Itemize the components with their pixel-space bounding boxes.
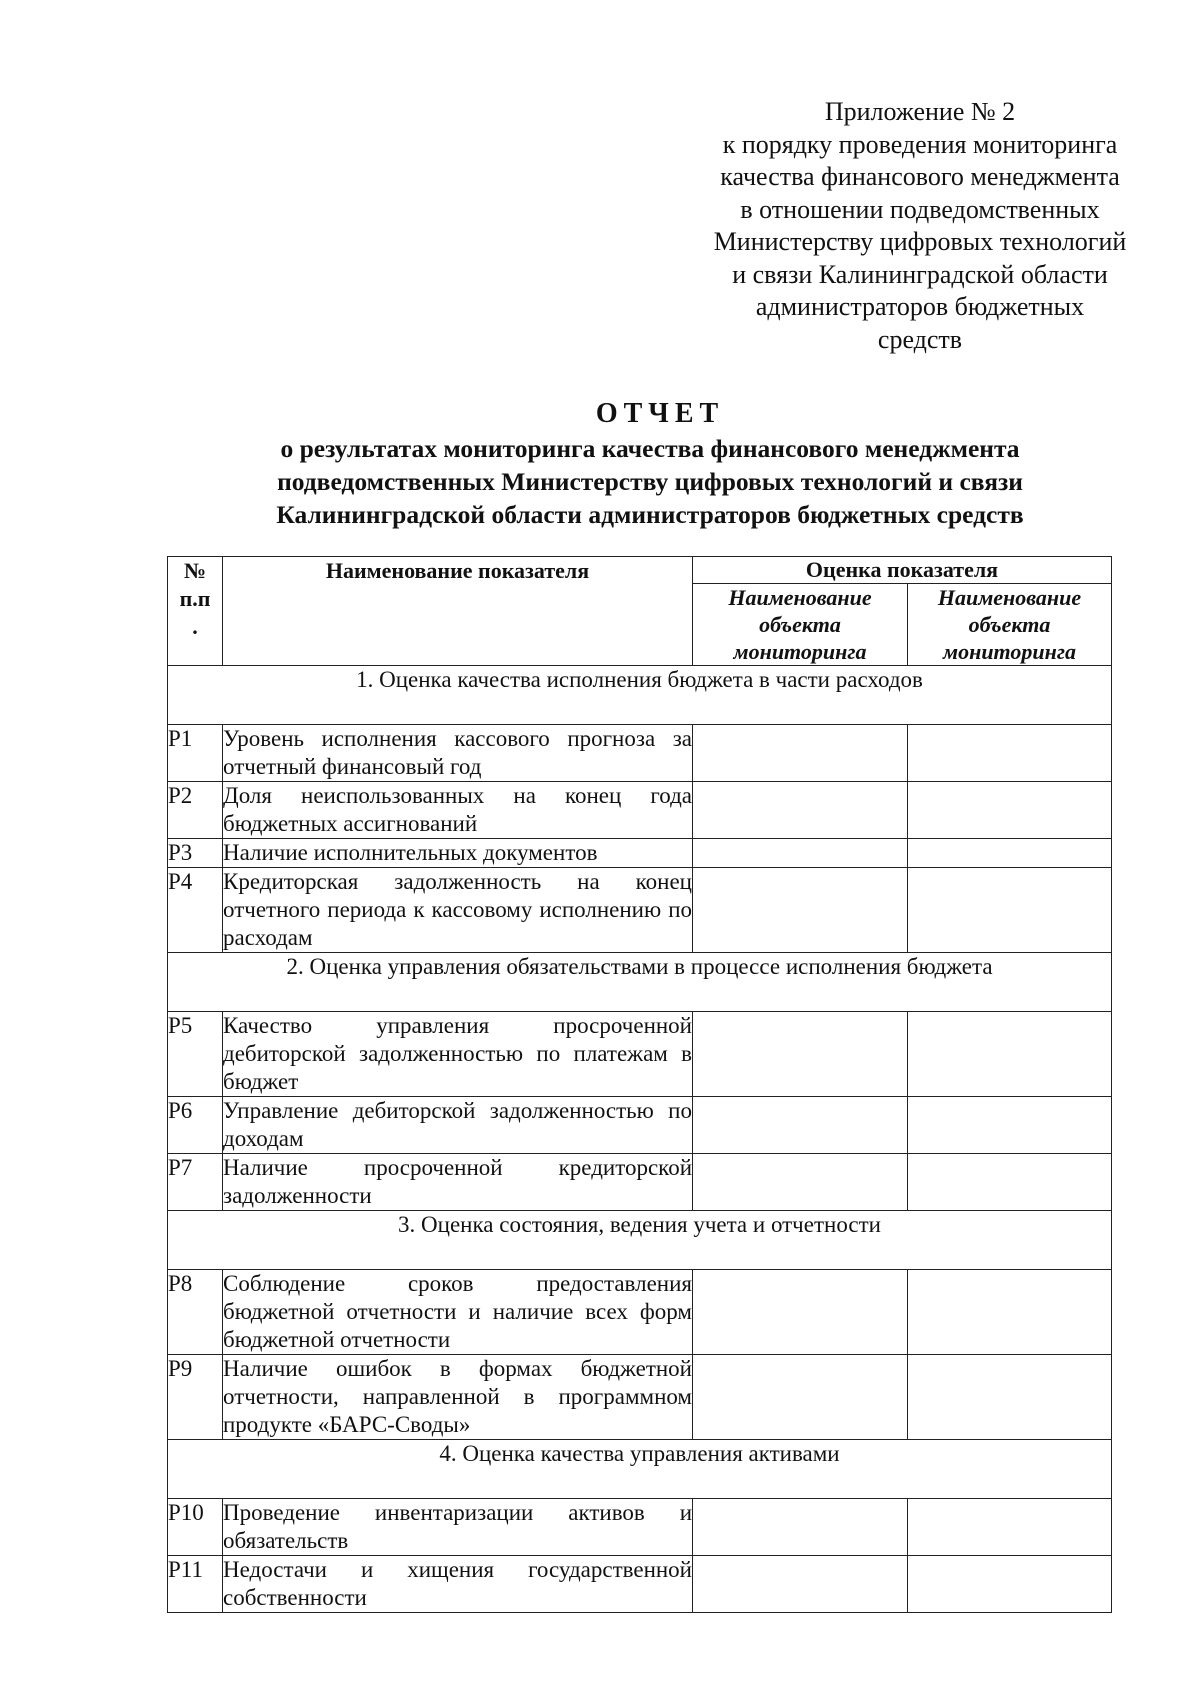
appendix-line: средств [877,324,963,354]
row-value-cell [908,1499,1112,1556]
report-subtitle-line: Калининградской области администраторов бюджетных средств [276,500,1024,529]
row-value-cell [693,782,908,839]
row-value-cell [908,1355,1112,1440]
table-row [168,1556,1112,1613]
table-row [168,868,1112,953]
table-row [168,782,1112,839]
row-value-cell [693,1097,908,1154]
table-row [168,1154,1112,1211]
row-indicator: Управление дебиторской задолженностью по доходам [223,1097,693,1154]
report-subtitle-line: подведомственных Министерству цифровых технологий и связи [277,467,1023,496]
row-number: P9 [168,1355,223,1440]
appendix-block [660,96,1180,356]
appendix-line: Министерству цифровых технологий [713,227,1127,256]
row-indicator: Наличие исполнительных документов [223,839,693,868]
row-value-cell [908,1012,1112,1097]
section-title: 4. Оценка качества управления активами [168,1440,1112,1499]
table-row [168,1012,1112,1097]
row-number: P1 [168,725,223,782]
row-indicator: Наличие ошибок в формах бюджетной отчетности, направленной в программном продукте «БАРС-Своды» [223,1355,693,1440]
section-row [168,1440,1112,1499]
row-value-cell [693,1499,908,1556]
report-title: ОТЧЕТ [595,398,725,429]
appendix-line: и связи Калининградской области [732,259,1108,289]
section-row [168,1211,1112,1270]
row-value-cell [693,725,908,782]
row-indicator: Кредиторская задолженность на конец отчетного периода к кассовому исполнению по расходам [223,868,693,953]
row-value-cell [908,839,1112,868]
row-indicator: Проведение инвентаризации активов и обязательств [223,1499,693,1556]
appendix-line: в отношении подведомственных [740,194,1100,224]
row-value-cell [908,1097,1112,1154]
row-indicator: Уровень исполнения кассового прогноза за отчетный финансовый год [223,725,693,782]
row-number: P6 [168,1097,223,1154]
section-title: 1. Оценка качества исполнения бюджета в части расходов [168,666,1112,725]
header-number-line: п.п [179,586,211,611]
header-evaluation: Оценка показателя [693,557,1112,584]
section-title: 2. Оценка управления обязательствами в процессе исполнения бюджета [168,953,1112,1012]
row-indicator: Недостачи и хищения государственной собственности [223,1556,693,1613]
appendix-line: Приложение № 2 [824,97,1016,126]
row-number: P2 [168,782,223,839]
table-row [168,839,1112,868]
appendix-line: качества финансового менеджмента [720,162,1120,191]
row-value-cell [908,1270,1112,1355]
row-indicator: Соблюдение сроков предоставления бюджетной отчетности и наличие всех форм бюджетной отчетности [223,1270,693,1355]
header-number-line: . [192,614,198,639]
header-indicator-name: Наименование показателя [223,557,693,666]
table-row [168,1097,1112,1154]
header-object-2: Наименование объекта мониторинга [908,584,1112,666]
row-value-cell [908,782,1112,839]
row-number: P3 [168,839,223,868]
row-indicator: Качество управления просроченной дебиторской задолженностью по платежам в бюджет [223,1012,693,1097]
row-number: P8 [168,1270,223,1355]
table-row [168,1499,1112,1556]
row-value-cell [908,1556,1112,1613]
table-row [168,1270,1112,1355]
header-number [168,557,223,666]
table-row [168,725,1112,782]
row-value-cell [693,1556,908,1613]
row-value-cell [908,1154,1112,1211]
row-indicator: Доля неиспользованных на конец года бюджетных ассигнований [223,782,693,839]
row-number: P10 [168,1499,223,1556]
row-value-cell [908,725,1112,782]
row-value-cell [908,868,1112,953]
section-row [168,666,1112,725]
row-value-cell [693,1355,908,1440]
row-value-cell [693,1270,908,1355]
row-value-cell [693,1012,908,1097]
row-value-cell [693,1154,908,1211]
section-title: 3. Оценка состояния, ведения учета и отчетности [168,1211,1112,1270]
row-value-cell [693,839,908,868]
section-row [168,953,1112,1012]
row-indicator: Наличие просроченной кредиторской задолженности [223,1154,693,1211]
appendix-line: администраторов бюджетных [755,292,1085,321]
row-number: P7 [168,1154,223,1211]
row-number: P5 [168,1012,223,1097]
table-row [168,1355,1112,1440]
row-number: P4 [168,868,223,953]
header-object-1: Наименование объекта мониторинга [693,584,908,666]
appendix-line: к порядку проведения мониторинга [722,129,1118,159]
report-subtitle [170,432,1130,531]
report-subtitle-line: о результатах мониторинга качества финансового менеджмента [280,434,1020,463]
header-number-line: № [183,558,207,583]
row-value-cell [693,868,908,953]
report-table [167,556,1112,1613]
row-number: P11 [168,1556,223,1613]
